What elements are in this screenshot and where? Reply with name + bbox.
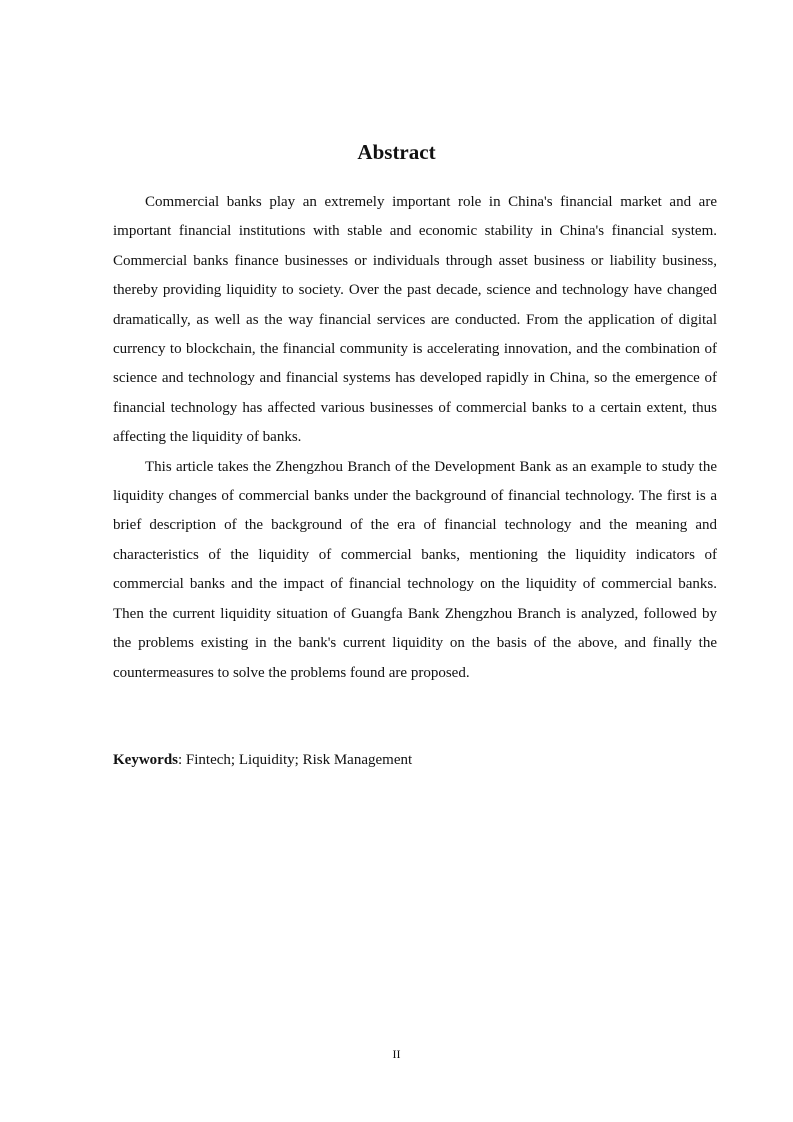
- keywords-line: [113, 746, 717, 775]
- abstract-paragraph-1: Commercial banks play an extremely important role in China's financial market and are important financial institutions with stable and economic stability in China's financial system. Commercial banks finance businesses or individuals through asset business or liability business, thereby providing liquidity to society. Over the past decade, science and technology have changed dramatically, as well as the way financial services are conducted. From the application of digital currency to blockchain, the financial community is accelerating innovation, and the combination of science and technology and financial systems has developed rapidly in China, so the emergence of financial technology has affected various businesses of commercial banks to a certain extent, thus affecting the liquidity of banks.: [113, 194, 717, 446]
- abstract-body: [113, 188, 717, 688]
- abstract-paragraph-2: This article takes the Zhengzhou Branch of the Development Bank as an example to study the liquidity changes of commercial banks under the background of financial technology. The first is a brief description of the background of the era of financial technology and the meaning and characteristics of the liquidity of commercial banks, mentioning the liquidity indicators of commercial banks and the impact of financial technology on the liquidity of commercial banks. Then the current liquidity situation of Guangfa Bank Zhengzhou Branch is analyzed, followed by the problems existing in the bank's current liquidity on the basis of the above, and finally the countermeasures to solve the problems found are proposed.: [113, 458, 717, 681]
- abstract-title: Abstract: [357, 140, 436, 164]
- page-number: II: [392, 1047, 401, 1061]
- keywords-list: : Fintech; Liquidity; Risk Management: [178, 752, 413, 768]
- keywords-label: Keywords: [113, 752, 178, 768]
